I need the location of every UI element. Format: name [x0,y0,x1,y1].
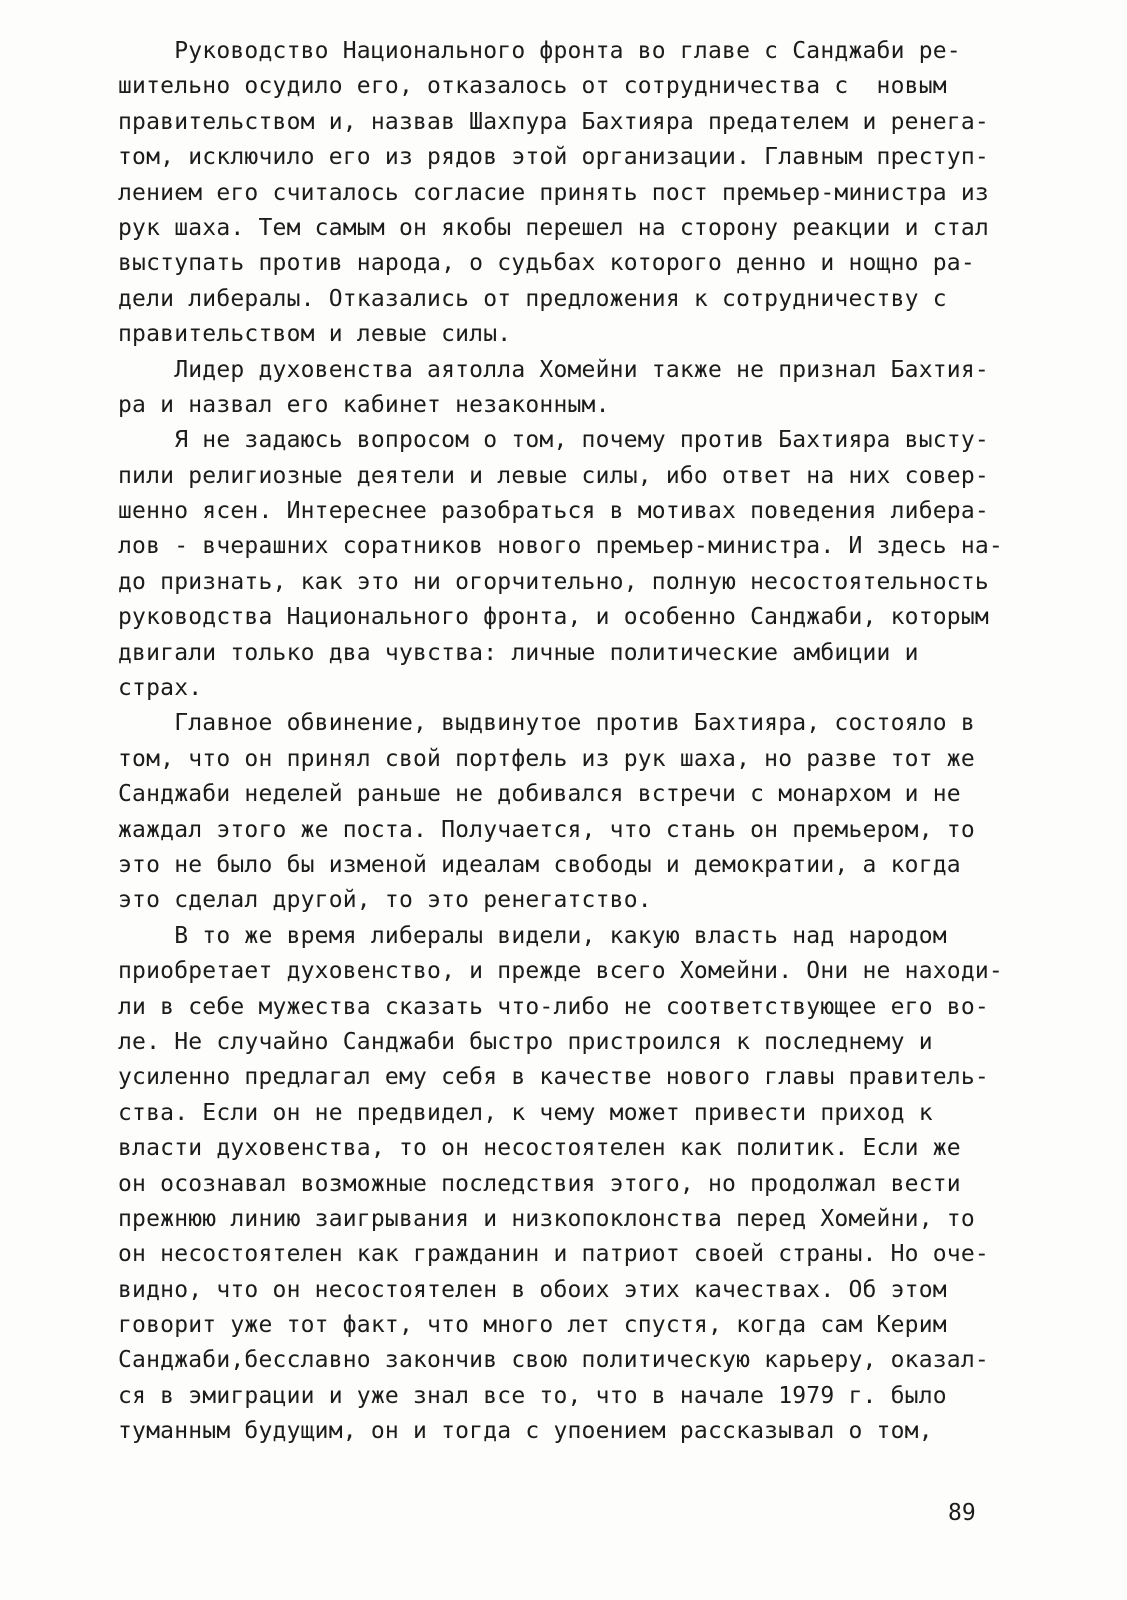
text-line: ле. Не случайно Санджаби быстро пристроился к последнему и [118,1028,933,1055]
text-line: власти духовенства, то он несостоятелен как политик. Если же [118,1135,961,1162]
text-line: руководства Национального фронта, и особенно Санджаби, которым [118,604,989,631]
text-line: Санджаби,бесславно закончив свою политическую карьеру, оказал- [118,1347,989,1374]
text-line: он несостоятелен как гражданин и патриот своей страны. Но оче- [118,1241,989,1268]
text-line: ся в эмиграции и уже знал все то, что в начале 1979 г. было [118,1382,947,1409]
text-line: это сделал другой, то это ренегатство. [118,887,652,914]
text-line: он осознавал возможные последствия этого, но продолжал вести [118,1170,961,1197]
text-line: ства. Если он не предвидел, к чему может привести приход к [118,1099,933,1126]
text-line: лением его считалось согласие принять пост премьер-министра из [118,179,989,206]
text-line: приобретает духовенство, и прежде всего Хомейни. Они не находи- [118,958,1003,985]
text-line: правительством и левые силы. [118,321,512,348]
text-line: Лидер духовенства аятолла Хомейни также не признал Бахтия- [118,356,989,383]
text-line: лов - вчерашних соратников нового премьер-министра. И здесь на- [118,533,1003,560]
text-line: ра и назвал его кабинет незаконным. [118,391,610,418]
text-line: прежнюю линию заигрывания и низкопоклонства перед Хомейни, то [118,1205,975,1232]
text-line: том, исключило его из рядов этой организации. Главным преступ- [118,144,989,171]
text-line: правительством и, назвав Шахпура Бахтияра предателем и ренега- [118,108,989,135]
text-line: страх. [118,675,203,702]
text-line: шительно осудило его, отказалось от сотрудничества с новым [118,73,947,100]
text-line: Руководство Национального фронта во главе с Санджаби ре- [118,38,961,64]
text-line: жаждал этого же поста. Получается, что стань он премьером, то [118,816,975,843]
text-line: это не было бы изменой идеалам свободы и демократии, а когда [118,851,961,878]
text-line: Я не задаюсь вопросом о том, почему против Бахтияра высту- [118,427,989,454]
text-line: до признать, как это ни огорчительно, полную несостоятельность [118,568,989,595]
text-line: видно, что он несостоятелен в обоих этих качествах. Об этом [118,1276,947,1303]
body-text [118,34,1048,1450]
text-line: В то же время либералы видели, какую власть над народом [118,922,947,949]
text-line: шенно ясен. Интереснее разобраться в мотивах поведения либера- [118,498,989,525]
text-line: ли в себе мужества сказать что-либо не соответствующее его во- [118,993,989,1020]
text-line: двигали только два чувства: личные политические амбиции и [118,639,919,666]
text-line: выступать против народа, о судьбах которого денно и нощно ра- [118,250,975,277]
text-line: говорит уже тот факт, что много лет спустя, когда сам Керим [118,1312,947,1339]
text-line: Санджаби неделей раньше не добивался встречи с монархом и не [118,781,961,808]
text-line: том, что он принял свой портфель из рук шаха, но разве тот же [118,745,975,772]
text-line: дели либералы. Отказались от предложения к сотрудничеству с [118,285,947,312]
text-line: туманным будущим, он и тогда с упоением рассказывал о том, [118,1418,933,1445]
text-line: рук шаха. Тем самым он якобы перешел на сторону реакции и стал [118,214,989,241]
text-line: пили религиозные деятели и левые силы, ибо ответ на них совер- [118,462,989,489]
text-line: усиленно предлагал ему себя в качестве нового главы правитель- [118,1064,989,1091]
page-number: 89 [948,1500,976,1526]
text-line: Главное обвинение, выдвинутое против Бахтияра, состояло в [118,710,975,737]
